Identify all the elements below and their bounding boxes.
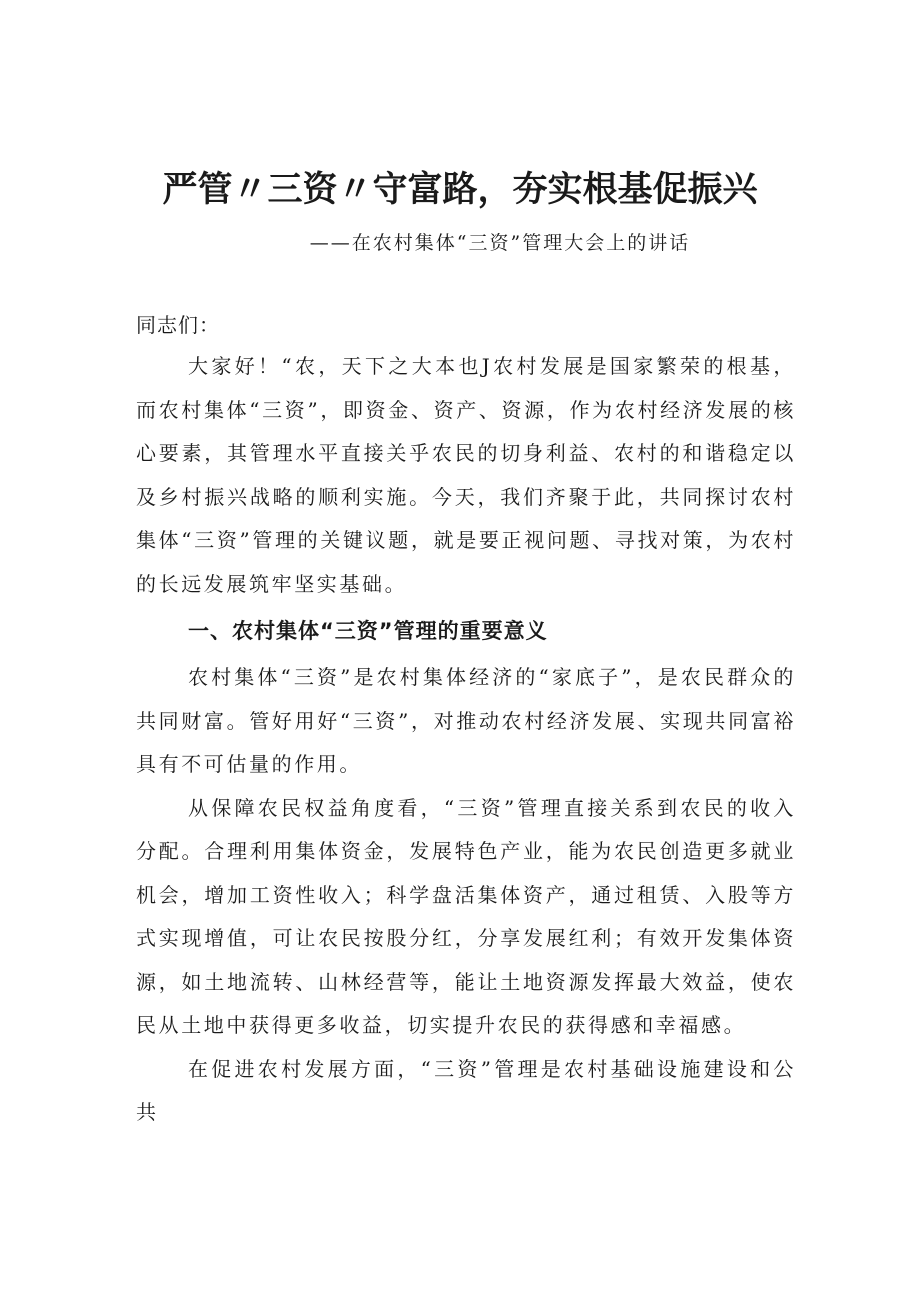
salutation: 同志们： <box>136 313 220 337</box>
document-subtitle: ——在农村集体“三资”管理大会上的讲话 <box>309 232 691 254</box>
section-heading-1: 一、农村集体“三资”管理的重要意义 <box>188 619 548 643</box>
paragraph-significance: 农村集体“三资”是农村集体经济的“家底子”，是农民群众的共同财富。管好用好“三资”，对推动农村经济发展、实现共同富裕具有不可估量的作用。 <box>136 665 796 776</box>
paragraph-rural-development: 在促进农村发展方面，“三资”管理是农村基础设施建设和公共 <box>136 1056 796 1124</box>
document-body <box>136 305 796 1135</box>
document-title: 严管〃三资〃守富路，夯实根基促振兴 <box>162 170 758 210</box>
paragraph-farmer-rights: 从保障农民权益角度看，“三资”管理直接关系到农民的收入分配。合理利用集体资金，发展特色产业，能为农民创造更多就业机会，增加工资性收入；科学盘活集体资产，通过租赁、入股等方式实现增值，可让农民按股分红，分享发展红利；有效开发集体资源，如土地流转、山林经营等，能让土地资源发挥最大效益，使农民从土地中获得更多收益，切实提升农民的获得感和幸福感。 <box>136 795 796 1037</box>
paragraph-opening: 大家好！“农，天下之大本也J农村发展是国家繁荣的根基，而农村集体“三资”，即资金、资产、资源，作为农村经济发展的核心要素，其管理水平直接关乎农民的切身利益、农村的和谐稳定以及乡村振兴战略的顺利实施。今天，我们齐聚于此，共同探讨农村集体“三资”管理的关键议题，就是要正视问题、寻找对策，为农村的长远发展筑牢坚实基础。 <box>136 354 796 596</box>
